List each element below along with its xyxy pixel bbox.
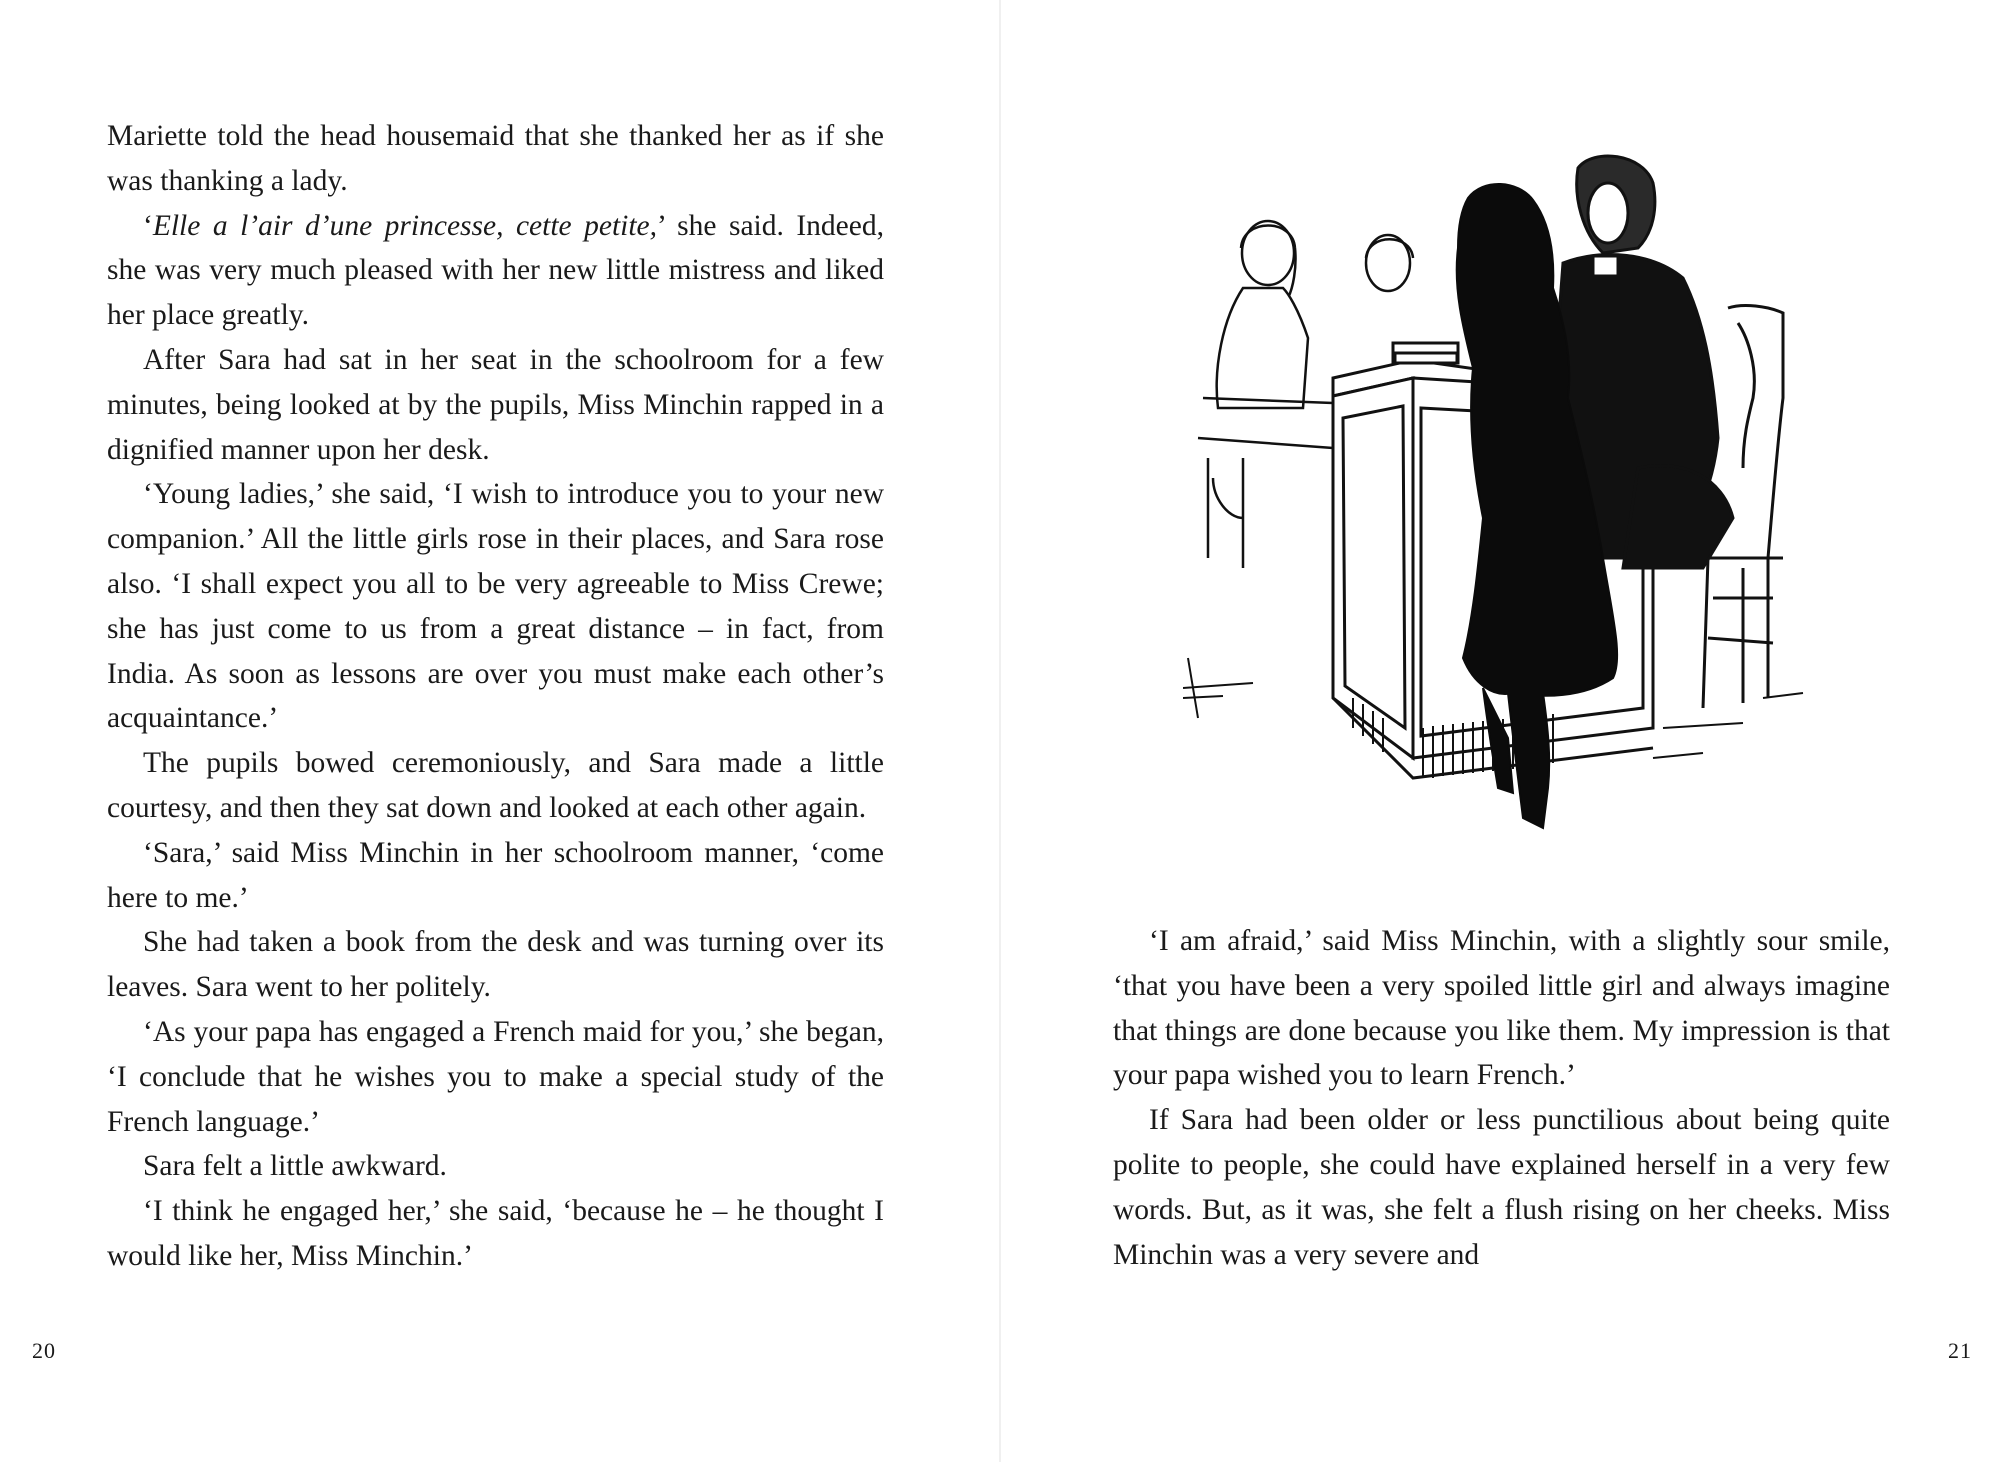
right-page-text [1113, 919, 1890, 1277]
page-number: 21 [1948, 1338, 1972, 1363]
italic-french-phrase: Elle a l’air d’une princesse, cette petite, [152, 209, 658, 242]
paragraph: ‘Young ladies,’ she said, ‘I wish to introduce you to your new companion.’ All the little girls rose in their places, and Sara rose also. ‘I shall expect you all to be very agreeable to Miss Crewe; she has just come to us from a great distance – in fact, from India. As soon as lessons are over you must make each other’s acquaintance.’ [107, 478, 884, 735]
paragraph: ‘I am afraid,’ said Miss Minchin, with a slightly sour smile, ‘that you have been a very spoiled little girl and always imagine that things are done because you like them. My impression is that your papa wished you to learn French.’ [1113, 925, 1890, 1092]
paragraph: If Sara had been older or less punctilious about being quite polite to people, she could have explained herself in a very few words. But, as it was, she felt a flush rising on her cheeks. Miss Minchin was a very severe and [1113, 1104, 1890, 1271]
paragraph: Mariette told the head housemaid that she thanked her as if she was thanking a lady. [107, 120, 884, 197]
right-page [1000, 0, 2000, 1462]
schoolroom-illustration [1183, 138, 1848, 863]
paragraph: Sara felt a little awkward. [143, 1150, 447, 1183]
paragraph: ‘As your papa has engaged a French maid for you,’ she began, ‘I conclude that he wishes you to make a special study of the French language.’ [107, 1015, 884, 1138]
paragraph: The pupils bowed ceremoniously, and Sara made a little courtesy, and then they sat down and looked at each other again. [107, 747, 884, 824]
paragraph: She had taken a book from the desk and was turning over its leaves. Sara went to her politely. [107, 926, 884, 1004]
paragraph: ‘I think he engaged her,’ she said, ‘because he – he thought I would like her, Miss Minchin.’ [107, 1195, 884, 1272]
paragraph: ‘Elle a l’air d’une princesse, cette petite,’ she said. Indeed, she was very much pleased with her new little mistress and liked her place greatly. [107, 209, 884, 332]
paragraph: ‘Sara,’ said Miss Minchin in her schoolroom manner, ‘come here to me.’ [107, 836, 884, 914]
paragraph: After Sara had sat in her seat in the schoolroom for a few minutes, being looked at by the pupils, Miss Minchin rapped in a dignified manner upon her desk. [107, 343, 884, 466]
left-page-text [107, 114, 884, 1279]
page-number: 20 [32, 1338, 56, 1363]
